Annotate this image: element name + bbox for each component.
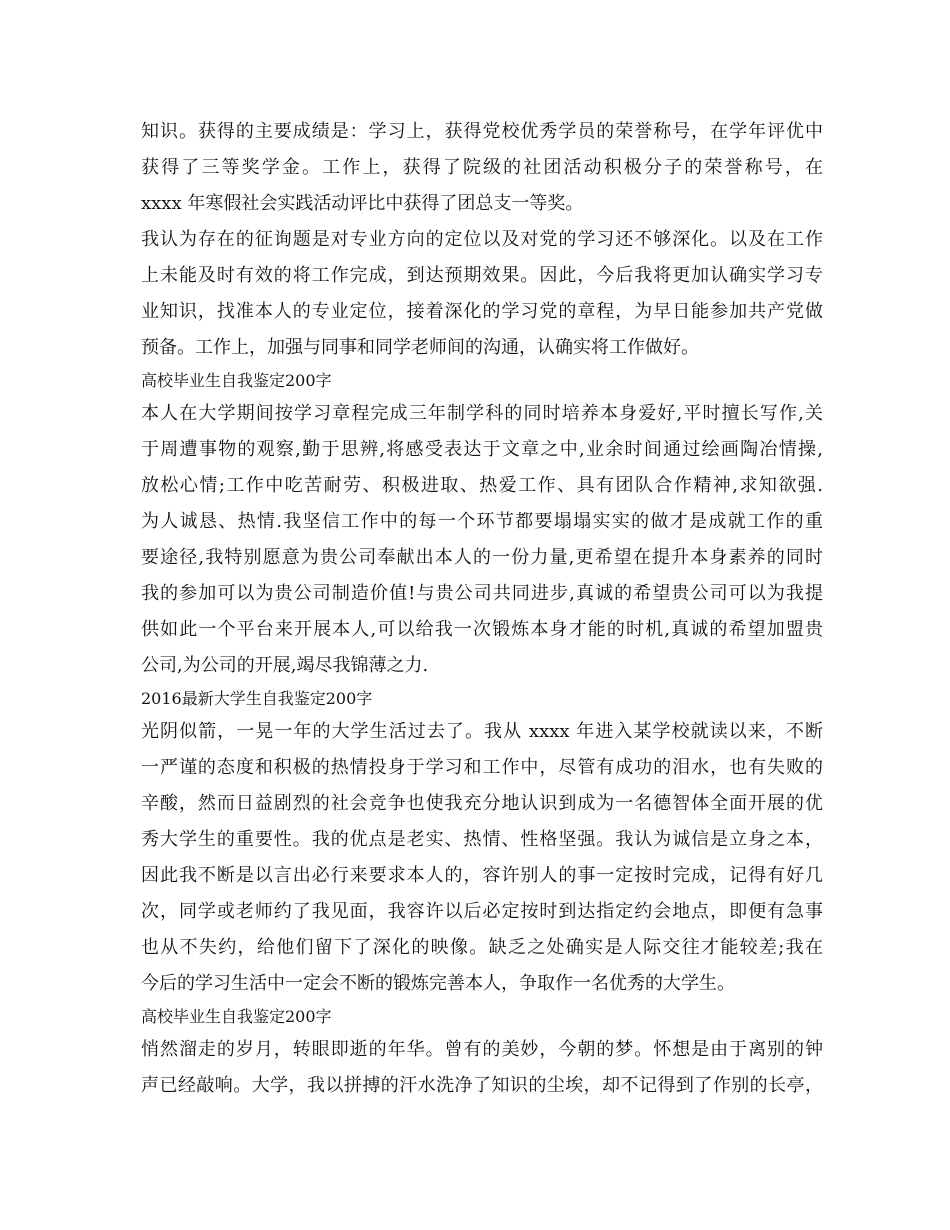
text-line: 于周遭事物的观察,勤于思辨,将感受表达于文章之中,业余时间通过绘画陶冶情操, [141, 439, 823, 460]
paragraph-shortcomings [141, 222, 823, 366]
paragraph-self-assessment-3 [141, 1032, 823, 1104]
text-line: 上未能及时有效的将工作完成，到达预期效果。因此，今后我将更加认确实学习专 [141, 265, 823, 286]
text-line: 秀大学生的重要性。我的优点是老实、热情、性格坚强。我认为诚信是立身之本， [141, 829, 823, 850]
paragraph-achievements [141, 114, 823, 222]
text-line: 光阴似箭，一晃一年的大学生活过去了。我从 xxxx 年进入某学校就读以来，不断 [141, 721, 823, 742]
text-line: 因此我不断是以言出必行来要求本人的，容许别人的事一定按时完成，记得有好几 [141, 865, 823, 886]
paragraph-self-assessment-1 [141, 396, 823, 684]
text-line: 次，同学或老师约了我见面，我容许以后必定按时到达指定约会地点，即便有急事 [141, 901, 823, 922]
section-heading: 高校毕业生自我鉴定200字 [141, 1007, 332, 1026]
text-line: 知识。获得的主要成绩是：学习上，获得党校优秀学员的荣誉称号，在学年评优中 [141, 121, 823, 142]
text-line: 放松心情;工作中吃苦耐劳、积极进取、热爱工作、具有团队合作精神,求知欲强. [141, 475, 823, 496]
text-line: 为人诚恳、热情.我坚信工作中的每一个环节都要塌塌实实的做才是成就工作的重 [141, 511, 823, 532]
text-line: 悄然溜走的岁月，转眼即逝的年华。曾有的美妙，今朝的梦。怀想是由于离别的钟 [141, 1039, 823, 1060]
text-line: 业知识，找准本人的专业定位，接着深化的学习党的章程，为早日能参加共产党做 [141, 301, 823, 322]
text-line: 获得了三等奖学金。工作上，获得了院级的社团活动积极分子的荣誉称号，在 [141, 157, 823, 178]
text-line: xxxx 年寒假社会实践活动评比中获得了团总支一等奖。 [141, 193, 584, 214]
text-line: 今后的学习生活中一定会不断的锻炼完善本人，争取作一名优秀的大学生。 [141, 973, 735, 994]
text-line: 公司,为公司的开展,竭尽我锦薄之力. [141, 655, 429, 676]
text-line: 辛酸，然而日益剧烈的社会竞争也使我充分地认识到成为一名德智体全面开展的优 [141, 793, 823, 814]
paragraph-self-assessment-2 [141, 714, 823, 1002]
text-line: 一严谨的态度和积极的热情投身于学习和工作中，尽管有成功的泪水，也有失败的 [141, 757, 823, 778]
text-line: 我的参加可以为贵公司制造价值!与贵公司共同进步,真诚的希望贵公司可以为我提 [141, 583, 823, 604]
text-line: 供如此一个平台来开展本人,可以给我一次锻炼本身才能的时机,真诚的希望加盟贵 [141, 619, 823, 640]
document-page [141, 114, 823, 1104]
text-line: 本人在大学期间按学习章程完成三年制学科的同时培养本身爱好,平时擅长写作,关 [141, 403, 823, 424]
text-line: 预备。工作上，加强与同事和同学老师间的沟通，认确实将工作做好。 [141, 337, 699, 358]
text-line: 也从不失约，给他们留下了深化的映像。缺乏之处确实是人际交往才能较差;我在 [141, 937, 823, 958]
text-line: 我认为存在的征询题是对专业方向的定位以及对党的学习还不够深化。以及在工作 [141, 229, 823, 250]
section-heading: 高校毕业生自我鉴定200字 [141, 371, 332, 390]
text-line: 要途径,我特别愿意为贵公司奉献出本人的一份力量,更希望在提升本身素养的同时 [141, 547, 823, 568]
section-heading: 2016最新大学生自我鉴定200字 [141, 689, 373, 708]
text-line: 声已经敲响。大学，我以拼搏的汗水洗净了知识的尘埃，却不记得到了作别的长亭， [141, 1075, 823, 1096]
